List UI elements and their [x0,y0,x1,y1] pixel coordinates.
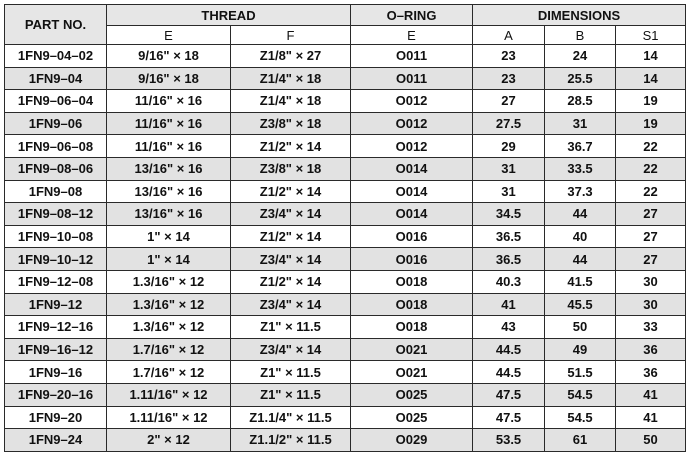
header-thread-e: E [107,26,231,45]
table-row [5,383,686,406]
table-row [5,45,686,68]
cell-dim-b: 24 [545,45,616,68]
cell-oring-e: O016 [351,248,473,271]
cell-thread-f: Z1/4" × 18 [231,67,351,90]
cell-thread-e: 1" × 14 [107,225,231,248]
cell-thread-f: Z1" × 11.5 [231,361,351,384]
cell-part-no: 1FN9–08 [5,180,107,203]
table-row [5,157,686,180]
cell-dim-s1: 33 [616,316,686,339]
cell-dim-s1: 22 [616,180,686,203]
cell-thread-e: 13/16" × 16 [107,157,231,180]
cell-thread-e: 1.11/16" × 12 [107,406,231,429]
cell-dim-b: 25.5 [545,67,616,90]
cell-thread-f: Z3/4" × 14 [231,203,351,226]
cell-part-no: 1FN9–24 [5,429,107,452]
header-dimensions: DIMENSIONS [473,5,686,26]
cell-dim-s1: 19 [616,112,686,135]
cell-dim-a: 44.5 [473,338,545,361]
cell-dim-a: 47.5 [473,406,545,429]
cell-thread-f: Z3/8" × 18 [231,112,351,135]
table-row [5,203,686,226]
cell-oring-e: O014 [351,203,473,226]
cell-thread-f: Z1/4" × 18 [231,90,351,113]
header-part-no: PART NO. [5,5,107,45]
cell-dim-b: 31 [545,112,616,135]
cell-dim-b: 51.5 [545,361,616,384]
cell-dim-b: 61 [545,429,616,452]
table-row [5,112,686,135]
cell-dim-s1: 27 [616,225,686,248]
table-row [5,316,686,339]
table-row [5,248,686,271]
table-row [5,406,686,429]
cell-dim-a: 27.5 [473,112,545,135]
cell-oring-e: O029 [351,429,473,452]
header-oring-e: E [351,26,473,45]
cell-thread-f: Z1" × 11.5 [231,316,351,339]
table-row [5,429,686,452]
cell-oring-e: O025 [351,406,473,429]
cell-oring-e: O016 [351,225,473,248]
cell-oring-e: O011 [351,45,473,68]
cell-dim-b: 44 [545,248,616,271]
table-row [5,361,686,384]
cell-dim-a: 41 [473,293,545,316]
cell-thread-e: 11/16" × 16 [107,135,231,158]
cell-dim-s1: 22 [616,135,686,158]
cell-thread-e: 1.11/16" × 12 [107,383,231,406]
cell-part-no: 1FN9–20–16 [5,383,107,406]
cell-thread-e: 1.7/16" × 12 [107,338,231,361]
cell-dim-b: 33.5 [545,157,616,180]
spec-table [4,4,686,452]
cell-oring-e: O018 [351,270,473,293]
cell-dim-s1: 41 [616,406,686,429]
cell-part-no: 1FN9–12 [5,293,107,316]
cell-thread-f: Z3/4" × 14 [231,293,351,316]
cell-oring-e: O018 [351,316,473,339]
cell-dim-a: 34.5 [473,203,545,226]
header-row-sub [5,26,686,45]
cell-thread-f: Z1.1/2" × 11.5 [231,429,351,452]
table-row [5,338,686,361]
cell-dim-a: 27 [473,90,545,113]
cell-part-no: 1FN9–08–06 [5,157,107,180]
cell-dim-a: 31 [473,157,545,180]
cell-thread-e: 1.3/16" × 12 [107,270,231,293]
header-dim-s1: S1 [616,26,686,45]
cell-dim-a: 23 [473,45,545,68]
cell-oring-e: O014 [351,157,473,180]
cell-dim-b: 40 [545,225,616,248]
cell-dim-b: 50 [545,316,616,339]
cell-part-no: 1FN9–06–04 [5,90,107,113]
cell-dim-a: 29 [473,135,545,158]
cell-dim-b: 45.5 [545,293,616,316]
table-row [5,270,686,293]
cell-thread-e: 13/16" × 16 [107,203,231,226]
cell-thread-f: Z1/2" × 14 [231,225,351,248]
cell-part-no: 1FN9–10–12 [5,248,107,271]
cell-oring-e: O011 [351,67,473,90]
cell-thread-e: 11/16" × 16 [107,112,231,135]
table-row [5,67,686,90]
cell-dim-a: 36.5 [473,225,545,248]
cell-dim-a: 23 [473,67,545,90]
cell-part-no: 1FN9–04–02 [5,45,107,68]
cell-dim-s1: 36 [616,361,686,384]
cell-oring-e: O012 [351,90,473,113]
cell-dim-a: 43 [473,316,545,339]
cell-thread-f: Z3/4" × 14 [231,248,351,271]
cell-dim-a: 44.5 [473,361,545,384]
cell-thread-f: Z1/2" × 14 [231,270,351,293]
table-row [5,90,686,113]
cell-oring-e: O012 [351,135,473,158]
cell-dim-s1: 14 [616,67,686,90]
cell-thread-f: Z1" × 11.5 [231,383,351,406]
cell-dim-a: 53.5 [473,429,545,452]
cell-thread-e: 1" × 14 [107,248,231,271]
cell-thread-f: Z1/8" × 27 [231,45,351,68]
header-oring: O–RING [351,5,473,26]
cell-part-no: 1FN9–12–16 [5,316,107,339]
cell-thread-e: 1.7/16" × 12 [107,361,231,384]
cell-dim-b: 36.7 [545,135,616,158]
cell-part-no: 1FN9–06–08 [5,135,107,158]
cell-dim-b: 54.5 [545,406,616,429]
cell-thread-e: 13/16" × 16 [107,180,231,203]
table-row [5,135,686,158]
header-thread: THREAD [107,5,351,26]
cell-thread-f: Z1/2" × 14 [231,180,351,203]
cell-oring-e: O012 [351,112,473,135]
cell-part-no: 1FN9–10–08 [5,225,107,248]
table-row [5,225,686,248]
cell-dim-b: 54.5 [545,383,616,406]
cell-dim-s1: 50 [616,429,686,452]
cell-oring-e: O014 [351,180,473,203]
cell-dim-a: 40.3 [473,270,545,293]
cell-oring-e: O018 [351,293,473,316]
cell-oring-e: O021 [351,361,473,384]
cell-dim-s1: 27 [616,248,686,271]
cell-dim-b: 49 [545,338,616,361]
cell-part-no: 1FN9–16–12 [5,338,107,361]
cell-dim-s1: 22 [616,157,686,180]
cell-part-no: 1FN9–08–12 [5,203,107,226]
cell-thread-f: Z3/8" × 18 [231,157,351,180]
cell-oring-e: O025 [351,383,473,406]
cell-oring-e: O021 [351,338,473,361]
cell-thread-e: 2" × 12 [107,429,231,452]
cell-thread-f: Z1.1/4" × 11.5 [231,406,351,429]
cell-thread-e: 9/16" × 18 [107,45,231,68]
cell-dim-b: 41.5 [545,270,616,293]
cell-part-no: 1FN9–06 [5,112,107,135]
cell-part-no: 1FN9–04 [5,67,107,90]
spec-table-container [4,4,685,452]
header-dim-b: B [545,26,616,45]
cell-thread-e: 1.3/16" × 12 [107,316,231,339]
table-row [5,293,686,316]
cell-dim-s1: 36 [616,338,686,361]
cell-dim-s1: 30 [616,293,686,316]
cell-dim-b: 37.3 [545,180,616,203]
cell-thread-f: Z1/2" × 14 [231,135,351,158]
cell-dim-s1: 19 [616,90,686,113]
cell-part-no: 1FN9–20 [5,406,107,429]
cell-dim-a: 47.5 [473,383,545,406]
cell-dim-a: 31 [473,180,545,203]
cell-dim-a: 36.5 [473,248,545,271]
header-thread-f: F [231,26,351,45]
cell-dim-b: 44 [545,203,616,226]
cell-thread-e: 11/16" × 16 [107,90,231,113]
cell-part-no: 1FN9–12–08 [5,270,107,293]
table-body [5,45,686,452]
cell-thread-e: 9/16" × 18 [107,67,231,90]
table-row [5,180,686,203]
cell-thread-e: 1.3/16" × 12 [107,293,231,316]
cell-part-no: 1FN9–16 [5,361,107,384]
cell-thread-f: Z3/4" × 14 [231,338,351,361]
cell-dim-s1: 30 [616,270,686,293]
cell-dim-s1: 27 [616,203,686,226]
cell-dim-s1: 41 [616,383,686,406]
header-row-group [5,5,686,26]
header-dim-a: A [473,26,545,45]
table-header [5,5,686,45]
cell-dim-s1: 14 [616,45,686,68]
cell-dim-b: 28.5 [545,90,616,113]
